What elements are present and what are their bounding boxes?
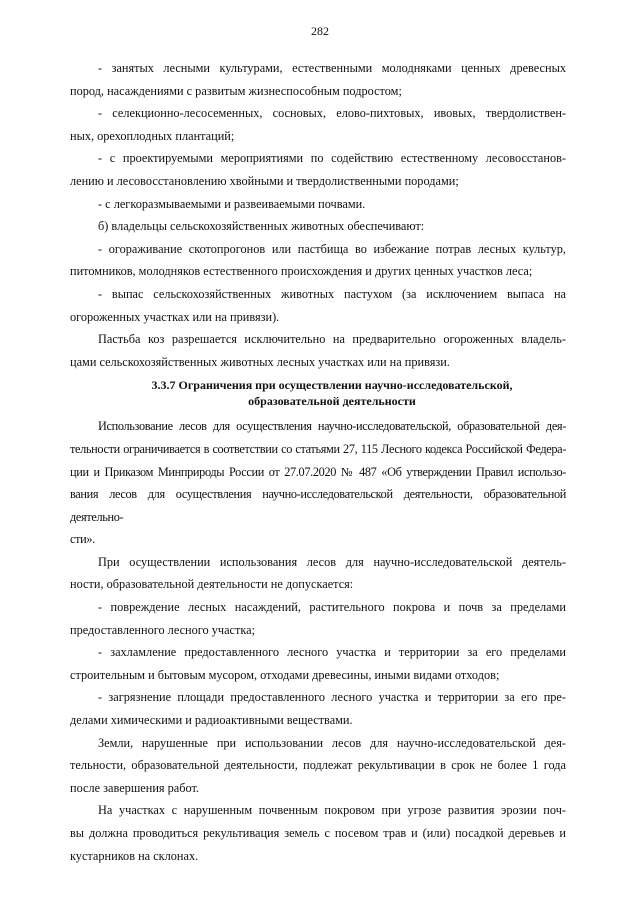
text-line: цами сельскохозяйственных животных лесных участках или на привязи. <box>70 354 450 369</box>
document-body <box>70 57 566 867</box>
text-line: ности, образовательной деятельности не допускается: <box>70 577 354 592</box>
paragraph <box>70 415 566 551</box>
section-heading <box>98 377 566 409</box>
paragraph <box>70 551 566 596</box>
text-line: ции и Приказом Минприроды России от 27.07.2020 № 487 «Об утверждении Правил использо- <box>70 464 566 479</box>
paragraphs-after-heading <box>70 415 566 867</box>
text-line: - с проектируемыми мероприятиями по содействию естественному лесовосстанов- <box>98 151 566 166</box>
text-line: вания лесов для осуществления научно-исследовательской деятельности, образовательной деятельно- <box>70 487 566 524</box>
section-heading-line-1: 3.3.7 Ограничения при осуществлении научно-исследовательской, <box>151 378 513 393</box>
text-line: вы должна проводиться рекультивация земель с посевом трав и (или) посадкой деревьев и <box>70 826 566 840</box>
paragraph <box>70 732 566 800</box>
section-heading-line-2: образовательной деятельности <box>248 394 416 409</box>
text-line: кустарников на склонах. <box>70 848 199 863</box>
text-line: тельности ограничивается в соответствии со статьями 27, 115 Лесного кодекса Российской Федера- <box>70 441 566 456</box>
text-line: питомников, молодняков естественного происхождения и других ценных участков леса; <box>70 264 533 279</box>
text-line: - с легкоразмываемыми и развеиваемыми почвами. <box>98 196 366 211</box>
text-line: пород, насаждениями с развитым жизнеспособным подростом; <box>70 83 402 98</box>
paragraph <box>70 641 566 686</box>
paragraph <box>70 283 566 328</box>
text-line: Пастьба коз разрешается исключительно на предварительно огороженных владель- <box>98 332 566 347</box>
paragraph <box>70 596 566 641</box>
text-line: - захламление предоставленного лесного участка и территории за его пределами <box>98 645 566 660</box>
text-line: Использование лесов для осуществления научно-исследовательской, образовательной дея- <box>98 419 566 434</box>
text-line: после завершения работ. <box>70 780 200 795</box>
text-line: - селекционно-лесосеменных, сосновых, елово-пихтовых, ивовых, твердолиствен- <box>98 106 566 121</box>
text-line: сти». <box>70 532 95 547</box>
paragraph <box>70 686 566 731</box>
paragraphs-before-heading <box>70 57 566 373</box>
paragraph <box>70 147 566 192</box>
text-line: - повреждение лесных насаждений, растительного покрова и почв за пределами <box>98 600 566 615</box>
paragraph <box>70 328 566 373</box>
paragraph <box>98 215 566 238</box>
paragraph <box>70 57 566 102</box>
text-line: ных, орехоплодных плантаций; <box>70 128 235 143</box>
paragraph <box>70 102 566 147</box>
text-line: При осуществлении использования лесов для научно-исследовательской деятель- <box>98 554 566 569</box>
paragraph <box>70 238 566 283</box>
text-line: - выпас сельскохозяйственных животных пастухом (за исключением выпаса на <box>98 286 566 301</box>
text-line: - занятых лесными культурами, естественными молодняками ценных древесных <box>98 61 566 75</box>
text-line: лению и лесовосстановлению хвойными и твердолиственными породами; <box>70 173 459 188</box>
text-line: тельности, образовательной деятельности, подлежат рекультивации в срок не более 1 года <box>70 758 566 773</box>
text-line: огороженных участках или на привязи). <box>70 309 280 324</box>
text-line: - загрязнение площади предоставленного лесного участка и территории за его пре- <box>98 690 566 705</box>
text-line: - огораживание скотопрогонов или пастбища во избежание потрав лесных культур, <box>98 241 566 256</box>
text-line: делами химическими и радиоактивными веществами. <box>70 713 353 728</box>
text-line: б) владельцы сельскохозяйственных животных обеспечивают: <box>98 219 425 234</box>
text-line: строительным и бытовым мусором, отходами древесины, иными видами отходов; <box>70 667 500 682</box>
text-line: Земли, нарушенные при использовании лесов для научно-исследовательской дея- <box>98 735 566 750</box>
paragraph <box>98 193 566 216</box>
text-line: предоставленного лесного участка; <box>70 622 256 637</box>
paragraph <box>70 799 566 867</box>
text-line: На участках с нарушенным почвенным покровом при угрозе развития эрозии поч- <box>98 803 566 818</box>
page-number: 282 <box>311 24 329 38</box>
